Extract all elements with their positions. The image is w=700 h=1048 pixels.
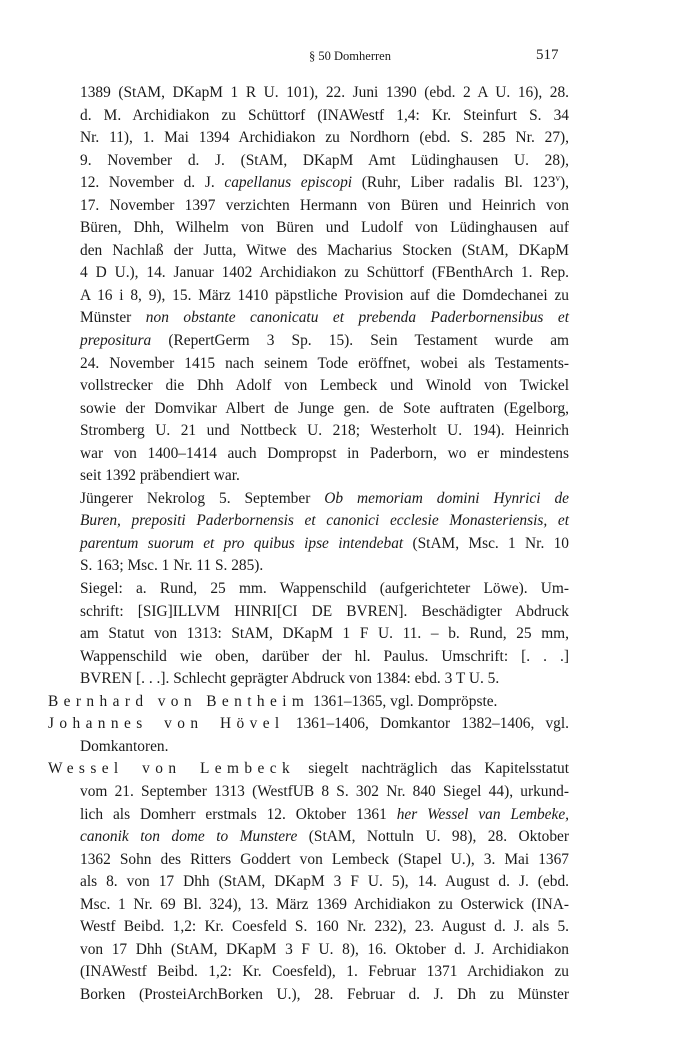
text-line bbox=[80, 330, 569, 353]
text-span: Stromberg U. 21 und Nottbeck U. 218; Westerholt U. 194). Heinrich bbox=[80, 422, 569, 440]
text-span: war von 1400–1414 auch Dompropst in Paderborn, wo er mindestens bbox=[80, 444, 569, 462]
text-span: Borken (ProsteiArchBorken U.), 28. Februar d. J. Dh zu Münster bbox=[80, 985, 569, 1003]
text-span: 4 D U.), 14. Januar 1402 Archidiakon zu Schüttorf (FBenthArch 1. Rep. bbox=[80, 264, 569, 282]
text-line bbox=[80, 465, 569, 488]
text-span: 1362 Sohn des Ritters Goddert von Lembeck (Stapel U.), 3. Mai 1367 bbox=[80, 850, 569, 868]
text-span: Münster bbox=[80, 309, 146, 327]
text-line bbox=[48, 691, 569, 714]
text-span: (RepertGerm 3 Sp. 15). Sein Testament wurde am bbox=[151, 332, 569, 350]
text-span: Jüngerer Nekrolog 5. September bbox=[80, 489, 325, 507]
text-line bbox=[80, 262, 569, 285]
text-span: Siegel: a. Rund, 25 mm. Wappenschild (aufgerichteter Löwe). Um- bbox=[80, 580, 569, 598]
text-line bbox=[80, 984, 569, 1007]
text-span: Nr. 11), 1. Mai 1394 Archidiakon zu Nordhorn (ebd. S. 285 Nr. 27), bbox=[80, 129, 569, 147]
text-line bbox=[80, 82, 569, 105]
text-span: von 17 Dhh (StAM, DKapM 3 F U. 8), 16. Oktober d. J. Archidiakon bbox=[80, 940, 569, 958]
italic-span: canonik ton dome to Munstere bbox=[80, 828, 298, 846]
text-span: (Ruhr, Liber radalis Bl. 123 bbox=[352, 174, 556, 192]
text-line bbox=[80, 623, 569, 646]
text-span: Büren, Dhh, Wilhelm von Büren und Ludolf von Lüdinghausen auf bbox=[80, 219, 569, 237]
text-span: 1361–1365, vgl. Dompröpste. bbox=[309, 692, 498, 710]
text-line bbox=[80, 601, 569, 624]
text-span: schrift: [SIG]ILLVM HINRI[CI DE BVREN]. Beschädigter Abdruck bbox=[80, 602, 569, 620]
entry-name: Wessel von Lembeck bbox=[48, 760, 296, 778]
superscript: v bbox=[555, 173, 561, 184]
text-line bbox=[80, 420, 569, 443]
text-line bbox=[80, 510, 569, 533]
text-line bbox=[80, 105, 569, 128]
text-line bbox=[80, 646, 569, 669]
text-line bbox=[80, 217, 569, 240]
italic-span: Buren, prepositi Paderbornensis et canonici ecclesie Monasteriensis, et bbox=[80, 512, 569, 530]
text-span: Wappenschild wie oben, darüber der hl. Paulus. Umschrift: [. . .] bbox=[80, 647, 569, 665]
body-text bbox=[0, 82, 700, 1006]
text-span: 9. November d. J. (StAM, DKapM Amt Lüdinghausen U. 28), bbox=[80, 151, 569, 169]
text-span: siegelt nachträglich das Kapitelsstatut bbox=[295, 760, 569, 778]
text-span: d. M. Archidiakon zu Schüttorf (INAWestf 1,4: Kr. Steinfurt S. 34 bbox=[80, 106, 569, 124]
text-span: Domkantoren. bbox=[80, 737, 169, 755]
italic-span: capellanus episcopi bbox=[224, 174, 353, 192]
text-span: (INAWestf Beibd. 1,2: Kr. Coesfeld), 1. Februar 1371 Archidiakon zu bbox=[80, 963, 569, 981]
text-line bbox=[80, 307, 569, 330]
italic-span: prepositura bbox=[80, 332, 152, 350]
text-line bbox=[80, 961, 569, 984]
text-span: 17. November 1397 verzichten Hermann von Büren und Heinrich von bbox=[80, 196, 569, 214]
text-span: lich als Domherr erstmals 12. Oktober 1361 bbox=[80, 805, 397, 823]
running-title: § 50 Domherren bbox=[309, 49, 391, 63]
text-span: den Nachlaß der Jutta, Witwe des Macharius Stocken (StAM, DKapM bbox=[80, 241, 569, 259]
text-line bbox=[80, 172, 569, 195]
text-line bbox=[80, 488, 569, 511]
text-span: BVREN [. . .]. Schlecht geprägter Abdruck von 1384: ebd. 3 T U. 5. bbox=[80, 670, 500, 688]
page-number: 517 bbox=[536, 47, 559, 63]
text-line bbox=[80, 195, 569, 218]
text-span: (StAM, Msc. 1 Nr. 10 bbox=[403, 534, 569, 552]
text-span: Westf Beibd. 1,2: Kr. Coesfeld S. 160 Nr. 232), 23. August d. J. als 5. bbox=[80, 918, 569, 936]
entry-name: Johannes von Hövel bbox=[48, 715, 285, 733]
text-line bbox=[80, 578, 569, 601]
text-line bbox=[80, 353, 569, 376]
text-line bbox=[80, 849, 569, 872]
text-line bbox=[80, 285, 569, 308]
text-span: 1389 (StAM, DKapM 1 R U. 101), 22. Juni 1390 (ebd. 2 A U. 16), 28. bbox=[80, 84, 569, 101]
text-line bbox=[48, 713, 569, 736]
text-span: seit 1392 präbendiert war. bbox=[80, 467, 240, 485]
text-span: S. 163; Msc. 1 Nr. 11 S. 285). bbox=[80, 557, 264, 575]
text-line bbox=[80, 826, 569, 849]
text-span: Msc. 1 Nr. 69 Bl. 324), 13. März 1369 Archidiakon zu Osterwick (INA- bbox=[80, 895, 569, 913]
text-span: als 8. von 17 Dhh (StAM, DKapM 3 F U. 5), 14. August d. J. (ebd. bbox=[80, 873, 569, 891]
text-span: 24. November 1415 nach seinem Tode eröffnet, wobei als Testaments- bbox=[80, 354, 569, 372]
text-line bbox=[80, 150, 569, 173]
text-line bbox=[80, 894, 569, 917]
italic-span: her Wessel van Lembeke, bbox=[396, 805, 569, 823]
text-span: (StAM, Nottuln U. 98), 28. Oktober bbox=[297, 828, 569, 846]
text-span: vom 21. September 1313 (WestfUB 8 S. 302 Nr. 840 Siegel 44), urkund- bbox=[80, 782, 569, 800]
text-line bbox=[80, 443, 569, 466]
text-span: 1361–1406, Domkantor 1382–1406, vgl. bbox=[284, 715, 569, 733]
italic-span: parentum suorum et pro quibus ipse intendebat bbox=[80, 534, 404, 552]
text-span: ), bbox=[560, 174, 569, 192]
text-line bbox=[80, 555, 569, 578]
italic-span: non obstante canonicatu et prebenda Paderbornensibus et bbox=[145, 309, 569, 327]
text-line bbox=[80, 398, 569, 421]
text-span: sowie der Domvikar Albert de Junge gen. de Sote auftraten (Egelborg, bbox=[80, 399, 569, 417]
text-line bbox=[80, 871, 569, 894]
text-line bbox=[80, 533, 569, 556]
text-line bbox=[80, 240, 569, 263]
text-line bbox=[80, 804, 569, 827]
italic-span: Ob memoriam domini Hynrici de bbox=[324, 489, 569, 507]
text-line bbox=[80, 781, 569, 804]
entry-name: Bernhard von Bentheim bbox=[48, 692, 310, 710]
text-line bbox=[80, 916, 569, 939]
text-span: A 16 i 8, 9), 15. März 1410 päpstliche Provision auf die Domdechanei zu bbox=[80, 286, 569, 304]
text-span: 12. November d. J. bbox=[80, 174, 225, 192]
text-span: am Statut von 1313: StAM, DKapM 1 F U. 11. – b. Rund, 25 mm, bbox=[80, 625, 569, 643]
text-line bbox=[80, 668, 569, 691]
text-span: vollstrecker die Dhh Adolf von Lembeck und Winold von Twickel bbox=[80, 377, 569, 395]
text-line bbox=[48, 758, 569, 781]
text-line bbox=[80, 736, 569, 759]
text-line bbox=[80, 939, 569, 962]
text-line bbox=[80, 127, 569, 150]
text-line bbox=[80, 375, 569, 398]
